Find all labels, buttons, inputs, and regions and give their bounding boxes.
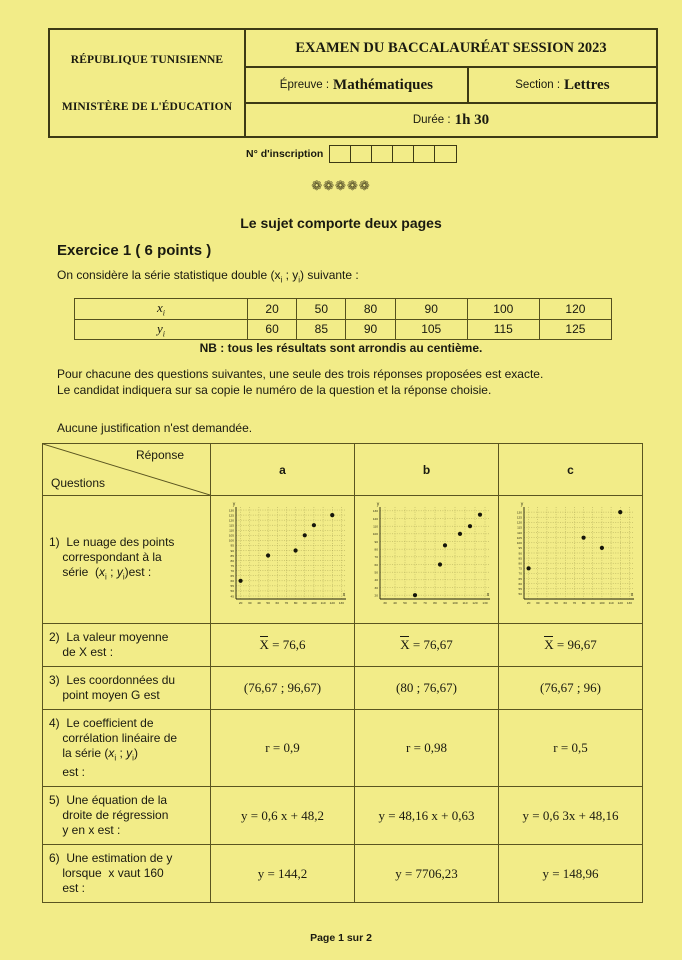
- page-footer: Page 1 sur 2: [310, 932, 372, 944]
- inscription-boxes[interactable]: [329, 145, 457, 163]
- svg-text:20: 20: [238, 601, 242, 606]
- svg-text:125: 125: [228, 513, 234, 518]
- mcq-corner-cell: [43, 444, 211, 496]
- svg-text:130: 130: [228, 508, 234, 513]
- answer-4b[interactable]: r = 0,98: [355, 710, 499, 787]
- cell-x-2: 80: [346, 299, 395, 320]
- mcq-column-c: c: [499, 444, 643, 496]
- inscription-box[interactable]: [435, 146, 456, 162]
- exercise-intro: [57, 268, 359, 284]
- svg-text:80: 80: [518, 561, 522, 566]
- mcq-table: [42, 443, 643, 903]
- answer-3c[interactable]: (76,67 ; 96): [499, 667, 643, 710]
- question-5-text: 5) Une équation de la droite de régression y en x est :: [43, 787, 211, 845]
- svg-text:100: 100: [598, 601, 605, 606]
- data-point: [437, 562, 441, 566]
- svg-text:80: 80: [374, 547, 378, 552]
- question-4-text: 4) Le coefficient de corrélation linéaire de la série ($x_i$ ; $y_i$) est :: [43, 710, 211, 787]
- svg-text:110: 110: [320, 601, 326, 606]
- answer-6b[interactable]: y = 7706,23: [355, 845, 499, 903]
- svg-text:x: x: [630, 592, 633, 598]
- svg-text:80: 80: [230, 558, 234, 563]
- svg-text:50: 50: [374, 570, 378, 575]
- answer-6a[interactable]: y = 144,2: [211, 845, 355, 903]
- svg-text:110: 110: [516, 530, 522, 535]
- svg-text:50: 50: [402, 601, 407, 606]
- svg-text:80: 80: [293, 601, 297, 606]
- inscription-box[interactable]: [372, 146, 393, 162]
- svg-text:130: 130: [338, 601, 344, 606]
- duration-row: [246, 104, 656, 136]
- svg-text:100: 100: [516, 541, 522, 546]
- table-row-y: [75, 319, 612, 340]
- svg-text:50: 50: [518, 592, 522, 597]
- svg-text:70: 70: [572, 601, 576, 606]
- svg-text:30: 30: [535, 601, 539, 606]
- svg-text:y: y: [376, 501, 379, 508]
- svg-text:120: 120: [329, 601, 335, 606]
- svg-text:40: 40: [374, 578, 378, 583]
- svg-text:110: 110: [608, 601, 614, 606]
- intro-sub-i-2: i: [298, 275, 301, 285]
- cell-y-0: 60: [248, 319, 297, 340]
- question-2-text: 2) La valeur moyenne de X est :: [43, 624, 211, 667]
- svg-text:20: 20: [526, 601, 530, 606]
- answer-5c[interactable]: y = 0,6 3x + 48,16: [499, 787, 643, 845]
- svg-text:60: 60: [412, 601, 417, 606]
- series-data-table: [74, 298, 612, 340]
- row-label-x: $x_i$: [75, 299, 248, 320]
- svg-text:125: 125: [516, 515, 522, 520]
- svg-text:x: x: [342, 592, 345, 598]
- svg-text:85: 85: [230, 553, 234, 558]
- svg-text:90: 90: [590, 601, 594, 606]
- answer-2a[interactable]: X = 76,6: [211, 624, 355, 667]
- ministry-line: MINISTÈRE DE L'ÉDUCATION: [61, 100, 233, 113]
- question-3-text: 3) Les coordonnées du point moyen G est: [43, 667, 211, 710]
- inscription-box[interactable]: [414, 146, 435, 162]
- svg-text:120: 120: [228, 518, 234, 523]
- intro-mid: ; y: [282, 268, 299, 282]
- svg-text:120: 120: [516, 520, 522, 525]
- cell-y-2: 90: [346, 319, 395, 340]
- inscription-label: N° d'inscription: [246, 148, 324, 160]
- answer-1a-plot[interactable]: [211, 496, 355, 624]
- answer-2b[interactable]: X = 76,67: [355, 624, 499, 667]
- data-point: [457, 532, 461, 536]
- intro-sub-i-1: i: [280, 275, 283, 285]
- answer-4a[interactable]: r = 0,9: [211, 710, 355, 787]
- svg-text:50: 50: [553, 601, 558, 606]
- svg-text:60: 60: [518, 581, 522, 586]
- subject-label: Épreuve :: [279, 79, 330, 91]
- data-point: [238, 579, 242, 583]
- svg-text:90: 90: [442, 601, 447, 606]
- inscription-box[interactable]: [393, 146, 414, 162]
- svg-text:60: 60: [230, 579, 234, 584]
- svg-text:y: y: [520, 501, 523, 508]
- svg-text:95: 95: [518, 546, 522, 551]
- svg-text:40: 40: [392, 601, 397, 606]
- svg-text:130: 130: [516, 510, 522, 515]
- svg-text:30: 30: [374, 585, 378, 590]
- svg-text:70: 70: [284, 601, 288, 606]
- svg-text:100: 100: [228, 538, 234, 543]
- section-value: Lettres: [564, 76, 610, 93]
- exercise-title: Exercice 1 ( 6 points ): [57, 242, 212, 259]
- svg-text:70: 70: [374, 555, 378, 560]
- answer-5b[interactable]: y = 48,16 x + 0,63: [355, 787, 499, 845]
- data-point: [412, 593, 416, 597]
- mcq-row-4: [43, 710, 643, 787]
- scatter-plot-a: [214, 499, 352, 617]
- svg-text:70: 70: [230, 568, 234, 573]
- mcq-column-a: a: [211, 444, 355, 496]
- mcq-row-1: [43, 496, 643, 624]
- svg-text:75: 75: [518, 566, 522, 571]
- svg-text:100: 100: [372, 532, 378, 537]
- instruction-line-2: Le candidat indiquera sur sa copie le numéro de la question et la réponse choisie.: [57, 383, 492, 397]
- cell-x-5: 120: [539, 299, 611, 320]
- svg-text:85: 85: [518, 556, 522, 561]
- answer-6c[interactable]: y = 148,96: [499, 845, 643, 903]
- data-point: [442, 543, 446, 547]
- svg-text:65: 65: [230, 574, 234, 579]
- cell-x-4: 100: [467, 299, 539, 320]
- svg-text:90: 90: [230, 548, 234, 553]
- question-2-number: 2): [49, 630, 60, 644]
- cell-y-5: 125: [539, 319, 611, 340]
- cell-y-1: 85: [297, 319, 346, 340]
- duration-label: Durée :: [412, 114, 451, 126]
- mcq-row-6: [43, 845, 643, 903]
- section-cell: [469, 68, 656, 102]
- data-point: [302, 533, 306, 537]
- question-5-number: 5): [49, 793, 60, 808]
- intro-suffix: ) suivante :: [300, 268, 359, 282]
- svg-text:90: 90: [374, 539, 378, 544]
- svg-text:75: 75: [230, 563, 234, 568]
- data-point: [311, 523, 315, 527]
- mcq-column-b: b: [355, 444, 499, 496]
- subject-cell: [246, 68, 469, 102]
- svg-text:130: 130: [626, 601, 632, 606]
- data-point: [526, 566, 530, 570]
- svg-text:40: 40: [256, 601, 261, 606]
- svg-text:90: 90: [518, 551, 522, 556]
- svg-text:120: 120: [617, 601, 623, 606]
- inscription-box[interactable]: [351, 146, 372, 162]
- corner-questions-label: Questions: [51, 476, 106, 490]
- intro-prefix: On considère la série statistique double (x: [57, 268, 281, 282]
- answer-2c[interactable]: X = 96,67: [499, 624, 643, 667]
- svg-text:105: 105: [228, 533, 234, 538]
- corner-answer-label: Réponse: [135, 448, 184, 462]
- svg-text:70: 70: [422, 601, 427, 606]
- data-point: [477, 513, 481, 517]
- question-1-text: 1) Le nuage des points correspondant à la série ($x_i$ ; $y_i)est$ :: [43, 496, 211, 624]
- mcq-row-3: [43, 667, 643, 710]
- svg-text:55: 55: [230, 584, 234, 589]
- exam-title: EXAMEN DU BACCALAURÉAT SESSION 2023: [246, 30, 656, 68]
- svg-text:50: 50: [230, 589, 234, 594]
- svg-text:45: 45: [230, 594, 234, 599]
- svg-text:y: y: [232, 501, 235, 508]
- svg-text:40: 40: [544, 601, 549, 606]
- answer-1c-plot[interactable]: [499, 496, 643, 624]
- data-point: [330, 513, 334, 517]
- cell-x-3: 90: [395, 299, 467, 320]
- cell-x-1: 50: [297, 299, 346, 320]
- svg-text:115: 115: [516, 525, 522, 530]
- svg-text:80: 80: [432, 601, 437, 606]
- data-point: [265, 553, 269, 557]
- svg-text:110: 110: [372, 524, 378, 529]
- svg-text:65: 65: [518, 576, 522, 581]
- answer-1b-plot[interactable]: [355, 496, 499, 624]
- row-label-y: $y_i$: [75, 319, 248, 340]
- exam-info-block: [246, 30, 656, 136]
- svg-text:30: 30: [382, 601, 387, 606]
- duration-value: 1h 30: [454, 111, 490, 128]
- svg-text:100: 100: [310, 601, 317, 606]
- svg-text:130: 130: [481, 601, 488, 606]
- instructions-block: [57, 366, 543, 398]
- instruction-line-3: Aucune justification n'est demandée.: [57, 421, 253, 435]
- svg-text:20: 20: [374, 593, 378, 598]
- svg-text:95: 95: [230, 543, 234, 548]
- svg-text:105: 105: [516, 535, 522, 540]
- svg-text:55: 55: [518, 587, 522, 592]
- scatter-plot-b: [358, 499, 496, 617]
- svg-text:50: 50: [265, 601, 270, 606]
- svg-text:30: 30: [247, 601, 251, 606]
- question-1-number: 1): [49, 534, 60, 549]
- data-point: [618, 510, 622, 514]
- svg-text:110: 110: [462, 601, 467, 606]
- data-point: [467, 524, 471, 528]
- question-3-number: 3): [49, 673, 60, 687]
- answer-3b[interactable]: (80 ; 76,67): [355, 667, 499, 710]
- svg-text:110: 110: [228, 528, 234, 533]
- svg-text:60: 60: [563, 601, 567, 606]
- svg-text:120: 120: [471, 601, 478, 606]
- scatter-plot-c: [502, 499, 640, 617]
- subject-value: Mathématiques: [333, 76, 434, 93]
- svg-text:80: 80: [581, 601, 585, 606]
- flower-divider: ❁❁❁❁❁: [311, 178, 371, 193]
- table-row-x: [75, 299, 612, 320]
- svg-text:70: 70: [518, 571, 522, 576]
- mcq-header-row: [43, 444, 643, 496]
- answer-3a[interactable]: (76,67 ; 96,67): [211, 667, 355, 710]
- question-4-number: 4): [49, 716, 60, 730]
- answer-5a[interactable]: y = 0,6 x + 48,2: [211, 787, 355, 845]
- svg-text:x: x: [486, 592, 489, 598]
- nb-note: NB : tous les résultats sont arrondis au centième.: [199, 341, 483, 355]
- ministry-block: [50, 30, 246, 136]
- svg-text:60: 60: [275, 601, 279, 606]
- inscription-field: [246, 145, 457, 163]
- exam-header: [48, 28, 658, 138]
- svg-text:90: 90: [302, 601, 306, 606]
- mcq-row-5: [43, 787, 643, 845]
- republic-line: RÉPUBLIQUE TUNISIENNE: [70, 53, 224, 66]
- data-point: [293, 548, 297, 552]
- cell-x-0: 20: [248, 299, 297, 320]
- data-point: [581, 536, 585, 540]
- question-6-number: 6): [49, 851, 60, 866]
- instruction-line-1: Pour chacune des questions suivantes, une seule des trois réponses proposées est exacte.: [57, 367, 544, 381]
- question-6-text: 6) Une estimation de y lorsque x vaut 160 est :: [43, 845, 211, 903]
- svg-text:115: 115: [228, 523, 234, 528]
- subject-note: Le sujet comporte deux pages: [240, 215, 442, 231]
- section-label: Section :: [515, 79, 561, 91]
- answer-4c[interactable]: r = 0,5: [499, 710, 643, 787]
- svg-text:130: 130: [372, 509, 378, 514]
- svg-text:120: 120: [372, 516, 378, 521]
- cell-y-3: 105: [395, 319, 467, 340]
- svg-text:100: 100: [451, 601, 458, 606]
- inscription-box[interactable]: [330, 146, 351, 162]
- mcq-row-2: [43, 624, 643, 667]
- svg-text:60: 60: [374, 562, 378, 567]
- subject-section-row: [246, 68, 656, 104]
- data-point: [599, 546, 603, 550]
- cell-y-4: 115: [467, 319, 539, 340]
